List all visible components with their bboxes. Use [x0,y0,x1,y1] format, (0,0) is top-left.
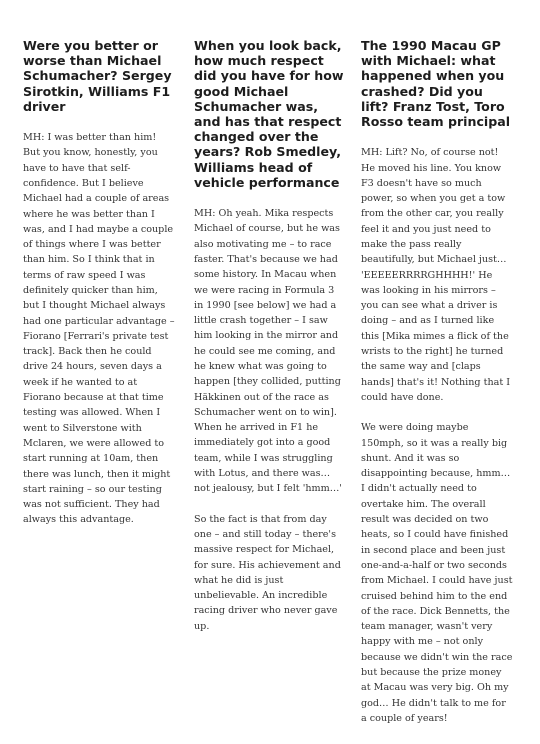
answer-paragraph: So the fact is that from day one – and still today – there's massive respect for Michael, for sure. His achievement and what he did is just unbelievable. An incredible racing driver who never gave up. [194,513,341,632]
answer-paragraph: MH: I was better than him! But you know, honestly, you have to have that self-confidence. But I believe Michael had a couple of areas where he was better than I was, and I had maybe a couple of things where I was better than him. So I think that in terms of raw speed I was definitely quicker than him, but I thought Michael always had one particular advantage – Fiorano [Ferrari's private test track]. Back then he could drive 24 hours, seven days a week if he wanted to at Fiorano because at that time testing was allowed. When I went to Silverstone with Mclaren, we were allowed to start running at 10am, then there was lunch, then it might start raining – so our testing was not sufficient. They had always this advantage. [23,132,175,526]
column-sirotkin [23,38,175,543]
question-heading: When you look back, how much respect did you have for how good Michael Schumacher was, and has that respect changed over the years? Rob Smedley, Williams head of vehicle performance [194,38,344,190]
answer-paragraph: We were doing maybe 150mph, so it was a really big shunt. And it was so disappointing because, hmm… I didn't actually need to overtake him. The overall result was decided on two heats, so I could have finished in second place and been just one-and-a-half or two seconds from Michael. I could have just cruised behind him to the end of the race. Dick Bennetts, the team manager, wasn't very happy with me – not only because we didn't win the race but because the prize money at Macau was very big. Oh my god… He didn't talk to me for a couple of years! [361,422,513,724]
answer-paragraph: MH: Oh yeah. Mika respects Michael of course, but he was also motivating me – to race faster. That's because we had some history. In Macau when we were racing in Formula 3 in 1990 [see below] we had a little crash together – I saw him looking in the mirror and he could see me coming, and he knew what was going to happen [they collided, putting Häkkinen out of the race as Schumacher went on to win]. When he arrived in F1 he immediately got into a good team, while I was struggling with Lotus, and there was… not jealousy, but I felt 'hmm…' [194,208,342,495]
column-tost [361,38,513,741]
column-smedley [194,38,346,649]
question-heading: Were you better or worse than Michael Schumacher? Sergey Sirotkin, Williams F1 driver [23,38,172,114]
question-heading: The 1990 Macau GP with Michael: what happened when you crashed? Did you lift? Franz Tost, Toro Rosso team principal [361,38,511,130]
answer-paragraph: MH: Lift? No, of course not! He moved his line. You know F3 doesn't have so much power, so when you get a tow from the other car, you really feel it and you just need to make the pass really beautifully, but Michael just… 'EEEEERRRRGHHHH!' He was looking in his mirrors – you can see what a driver is doing – and as I turned like this [Mika mimes a flick of the wrists to the right] he turned the same way and [claps hands] that's it! Nothing that I could have done. [361,147,511,403]
